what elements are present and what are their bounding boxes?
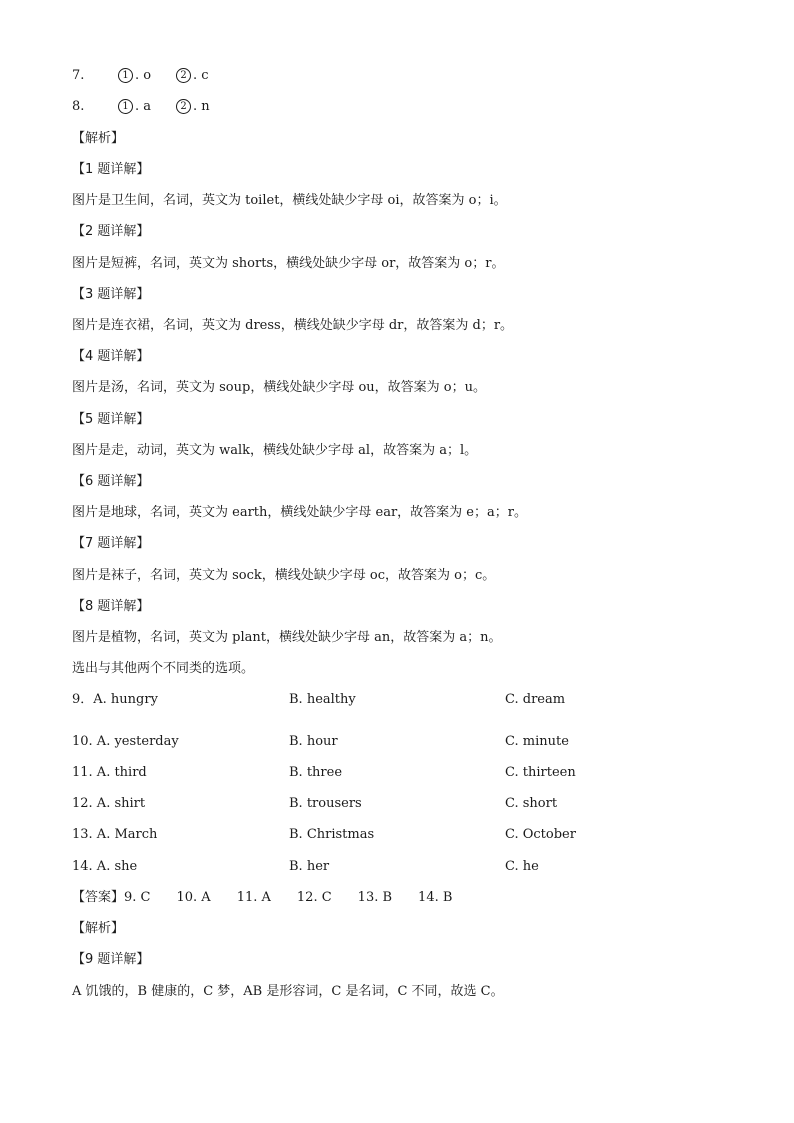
circled-number: 1 — [118, 99, 133, 114]
detail-heading-7: 【7 题详解】 — [72, 536, 150, 551]
detail-text-9: A 饥饿的，B 健康的，C 梦，AB 是形容词，C 是名词，C 不同，故选 C。 — [72, 984, 504, 999]
detail-heading-6: 【6 题详解】 — [72, 474, 150, 489]
answer-label: 【答案】 — [72, 890, 125, 905]
detail-text-6: 图片是地球，名词，英文为 earth，横线处缺少字母 ear，故答案为 e；a；r。 — [72, 505, 527, 520]
analysis-heading-2: 【解析】 — [72, 921, 125, 936]
circled-number: 2 — [176, 68, 191, 83]
option-a: 13. A. March — [72, 827, 158, 842]
answer-item: 10. A — [176, 890, 211, 905]
option-a: 9．A. hungry — [72, 692, 158, 707]
answer-item: 11. A — [236, 890, 271, 905]
answer-part-2: 2 . c — [176, 68, 209, 83]
detail-text-2: 图片是短裤，名词，英文为 shorts，横线处缺少字母 or，故答案为 o；r。 — [72, 256, 505, 271]
option-b: B. hour — [289, 734, 338, 749]
detail-heading-5: 【5 题详解】 — [72, 412, 150, 427]
question-number: 7. — [72, 68, 85, 83]
answer-part-2: 2 . n — [176, 99, 210, 114]
detail-text-5: 图片是走，动词，英文为 walk，横线处缺少字母 al，故答案为 a；l。 — [72, 443, 478, 458]
detail-text-8: 图片是植物，名词，英文为 plant，横线处缺少字母 an，故答案为 a；n。 — [72, 630, 502, 645]
detail-heading-9: 【9 题详解】 — [72, 952, 150, 967]
option-a: 14. A. she — [72, 859, 138, 874]
option-a: 12. A. shirt — [72, 796, 146, 811]
option-c: C. minute — [505, 734, 569, 749]
answer-key — [72, 889, 478, 907]
detail-heading-4: 【4 题详解】 — [72, 349, 150, 364]
answer-part-1: 1 . o — [118, 68, 151, 83]
answer-part-1: 1 . a — [118, 99, 151, 114]
detail-text-3: 图片是连衣裙，名词，英文为 dress，横线处缺少字母 dr，故答案为 d；r。 — [72, 318, 514, 333]
detail-heading-1: 【1 题详解】 — [72, 162, 150, 177]
option-b: B. three — [289, 765, 343, 780]
answer-item: 14. B — [418, 890, 453, 905]
option-b: B. Christmas — [289, 827, 375, 842]
option-a: 10. A. yesterday — [72, 734, 179, 749]
option-c: C. short — [505, 796, 558, 811]
circled-number: 2 — [176, 99, 191, 114]
analysis-heading: 【解析】 — [72, 131, 125, 146]
option-b: B. her — [289, 859, 330, 874]
circled-number: 1 — [118, 68, 133, 83]
detail-heading-3: 【3 题详解】 — [72, 287, 150, 302]
question-number: 8. — [72, 99, 85, 114]
option-a: 11. A. third — [72, 765, 147, 780]
option-c: C. October — [505, 827, 576, 842]
answer-item: 13. B — [357, 890, 393, 905]
answer-item: 9. C — [124, 890, 151, 905]
option-c: C. dream — [505, 692, 566, 707]
option-b: B. healthy — [289, 692, 356, 707]
section-instruction: 选出与其他两个不同类的选项。 — [72, 661, 255, 676]
detail-text-7: 图片是袜子，名词，英文为 sock，横线处缺少字母 oc，故答案为 o；c。 — [72, 568, 496, 583]
option-c: C. he — [505, 859, 539, 874]
option-b: B. trousers — [289, 796, 362, 811]
detail-text-1: 图片是卫生间，名词，英文为 toilet，横线处缺少字母 oi，故答案为 o；i。 — [72, 193, 507, 208]
detail-heading-8: 【8 题详解】 — [72, 599, 150, 614]
detail-text-4: 图片是汤，名词，英文为 soup，横线处缺少字母 ou，故答案为 o；u。 — [72, 380, 486, 395]
detail-heading-2: 【2 题详解】 — [72, 224, 150, 239]
option-c: C. thirteen — [505, 765, 576, 780]
answer-item: 12. C — [296, 890, 332, 905]
